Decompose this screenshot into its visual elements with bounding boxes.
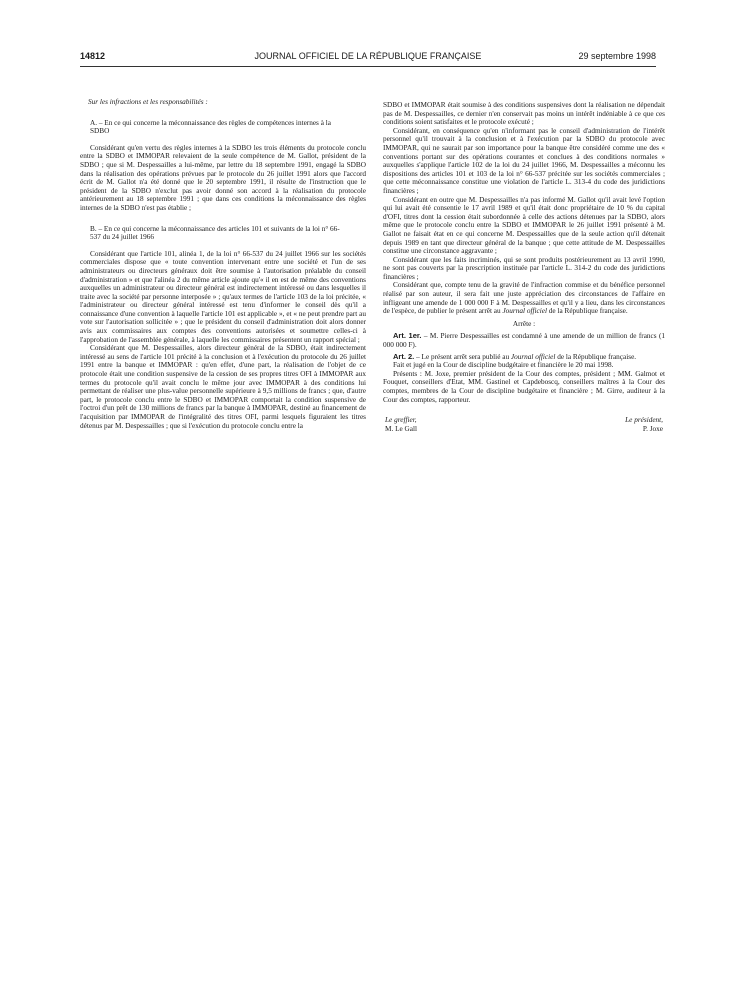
paragraph: Considérant que M. Despessailles, alors directeur général de la SDBO, était indirectement intéressé au sens de l'article 101 précité à la conclusion et à l'exécution du protocole du 26 juillet 1991 entre la banque et IMMOPAR : qu'en effet, d'une part, la réalisation de l'objet de ce protocole était une condition suspensive de la cession de ses propres titres OFI à IMMOPAR aux termes du protocole qu'il avait conclu le même jour avec IMMOPAR à des conditions lui permettant de réaliser une plus-value personnelle supérieure à 9,5 millions de francs ; que, d'autre part, le protocole conclu entre le SDBO et IMMOPAR comportait la condition suspensive de l'octroi d'un prêt de 130 millions de francs par la banque à IMMOPAR, destiné au financement de l'acquisition par IMMOPAR de l'intégralité des titres OFI, parmi lesquels figuraient les titres détenus par M. Despessailles ; que si l'exécution du protocole conclu entre la	[80, 344, 366, 430]
arrete-heading: Arrête :	[512, 319, 536, 328]
journal-title: JOURNAL OFFICIEL DE LA RÉPUBLIQUE FRANÇAISE	[254, 51, 482, 61]
section-b-heading: B. – En ce qui concerne la méconnaissance des articles 101 et suivants de la loi n° 66-537 du 24 juillet 1966	[90, 224, 340, 242]
paragraph	[383, 281, 665, 315]
signature-president	[625, 416, 663, 434]
section-subtitle: Sur les infractions et les responsabilités :	[88, 98, 208, 106]
president-name: P. Joxe	[642, 425, 663, 434]
journal-reference: Journal officiel	[510, 352, 556, 361]
paragraph: Considérant que les faits incriminés, qui se sont produits postérieurement au 13 avril 1990, ne sont pas couverts par la prescription instituée par l'article L. 314-2 du code des juridictions financières ;	[383, 255, 665, 281]
page-header	[80, 51, 656, 65]
publication-date: 29 septembre 1998	[578, 51, 656, 61]
article-2	[383, 353, 665, 362]
article-1	[383, 332, 665, 349]
president-title: Le président,	[625, 416, 663, 425]
signature-clerk	[385, 416, 417, 434]
article-label: Art. 2.	[393, 351, 415, 361]
paragraph: Considérant qu'en vertu des règles internes à la SDBO les trois éléments du protocole conclu entre la SDBO et IMMOPAR relevaient de la seule compétence de M. Gallot, président de la SDBO ; que si M. Despessailles a lui-même, par lettre du 18 septembre 1991, engagé la SDBO dans la réalisation des opérations prévues par le protocole du 26 juillet 1991 alors que l'accord écrit de M. Gallot n'a été donné que le 20 septembre 1991, il résulte de l'instruction que le président de la SDBO n'exclut pas avoir donné son accord à la réalisation du protocole antérieurement au 18 septembre 1991 ; que dans ces conditions la méconnaissance des règles internes de la SDBO n'est pas établie ;	[80, 143, 366, 212]
article-text: de la République française.	[557, 352, 637, 361]
paragraph-text: de la République française.	[548, 307, 628, 316]
article-text: – Le présent arrêt sera publié au	[416, 352, 510, 361]
paragraph: SDBO et IMMOPAR était soumise à des conditions suspensives dont la réalisation ne dépendait pas de M. Despessailles, ce dernier n'en conservait pas moins un intérêt indéniable à ce que ces conditions soient satisfaites et le protocole exécuté ;	[383, 101, 665, 127]
paragraph: Considérant en outre que M. Despessailles n'a pas informé M. Gallot qu'il avait levé l'option qui lui avait été consentie le 17 avril 1989 et qu'il était donc propriétaire de 10 % du capital d'OFI, titres dont la cession était subordonnée à celle des actions détenues par la SDBO, alors même que le protocole conclu entre la SDBO et IMMOPAR le 26 juillet 1991 présenté à M. Gallot ne faisait état en ce qui concerne M. Despessailles que de la seule action qu'il détenait depuis 1989 en tant que directeur général de la banque ; que cette attitude de M. Despessailles constitue une circonstance aggravante ;	[383, 195, 665, 256]
paragraph-text: Considérant que, compte tenu de la gravité de l'infraction commise et du bénéfice personnel réalisé par son auteur, il sera fait une juste appréciation des circonstances de l'affaire en infligeant une amende de 1 000 000 F à M. Despessailles et qu'il y a lieu, dans les circonstances de l'espèce, de publier le présent arrêt au	[383, 281, 665, 316]
right-column	[383, 101, 665, 436]
clerk-name: M. Le Gall	[385, 425, 418, 434]
section-a-heading: A. – En ce qui concerne la méconnaissance des règles de compétences internes à la SDBO	[90, 118, 331, 136]
page-number: 14812	[80, 51, 106, 61]
paragraph: Considérant que l'article 101, alinéa 1, de la loi n° 66-537 du 24 juillet 1966 sur les sociétés commerciales dispose que « toute convention intervenant entre une société et l'un de ses administrateurs ou directeurs généraux doit être soumise à l'autorisation préalable du conseil d'administration » et que l'alinéa 2 du même article ajoute qu'« il en est de même des conventions auxquelles un administrateur ou directeur général est indirectement intéressé ou dans lesquelles il traite avec la société par personne interposée » ; qu'aux termes de l'article 103 de la loi précitée, « l'administrateur ou directeur général intéressé est tenu d'informer le conseil dès qu'il a connaissance d'une convention à laquelle l'article 101 est applicable », et « ne peut prendre part au vote sur l'autorisation sollicitée » ; que le président du conseil d'administration doit alors donner avis aux commissaires aux comptes des conventions autorisées et soumettre celles-ci à l'approbation de l'assemblée générale, à laquelle les commissaires présentent un rapport spécial ;	[80, 249, 366, 344]
paragraph: Considérant, en conséquence qu'en n'informant pas le conseil d'administration de l'intérêt personnel qu'il trouvait à la conclusion et à l'exécution par la SDBO du protocole avec IMMOPAR, qui ne saurait par son importance pour la banque être considéré comme une des « conventions portant sur des opérations courantes et conclues à des conditions normales » auxquelles s'applique l'article 102 de la loi du 24 juillet 1966, M. Despessailles a méconnu les dispositions des articles 101 et 103 de la loi n° 66-537 précitée sur les sociétés commerciales ; que cette méconnaissance constitue une violation de l'article L. 313-4 du code des juridictions financières ;	[383, 126, 665, 195]
paragraph: Présents : M. Joxe, premier président de la Cour des comptes, président ; MM. Galmot et Fouquet, conseillers d'Etat, MM. Gastinel et Capdeboscq, conseillers maîtres à la Cour des comptes, membres de la Cour de discipline budgétaire et financière ; M. Girre, auditeur à la Cour des comptes, rapporteur.	[383, 369, 665, 404]
journal-reference: Journal officiel	[502, 307, 547, 316]
left-column	[80, 98, 366, 430]
header-rule	[80, 66, 656, 67]
signatures	[383, 416, 665, 436]
article-text: – M. Pierre Despessailles est condamné à une amende de un million de francs (1 000 000 F).	[383, 332, 666, 350]
paragraph: Fait et jugé en la Cour de discipline budgétaire et financière le 20 mai 1998.	[393, 361, 614, 370]
clerk-title: Le greffier,	[385, 416, 417, 425]
article-label: Art. 1er.	[393, 331, 422, 341]
